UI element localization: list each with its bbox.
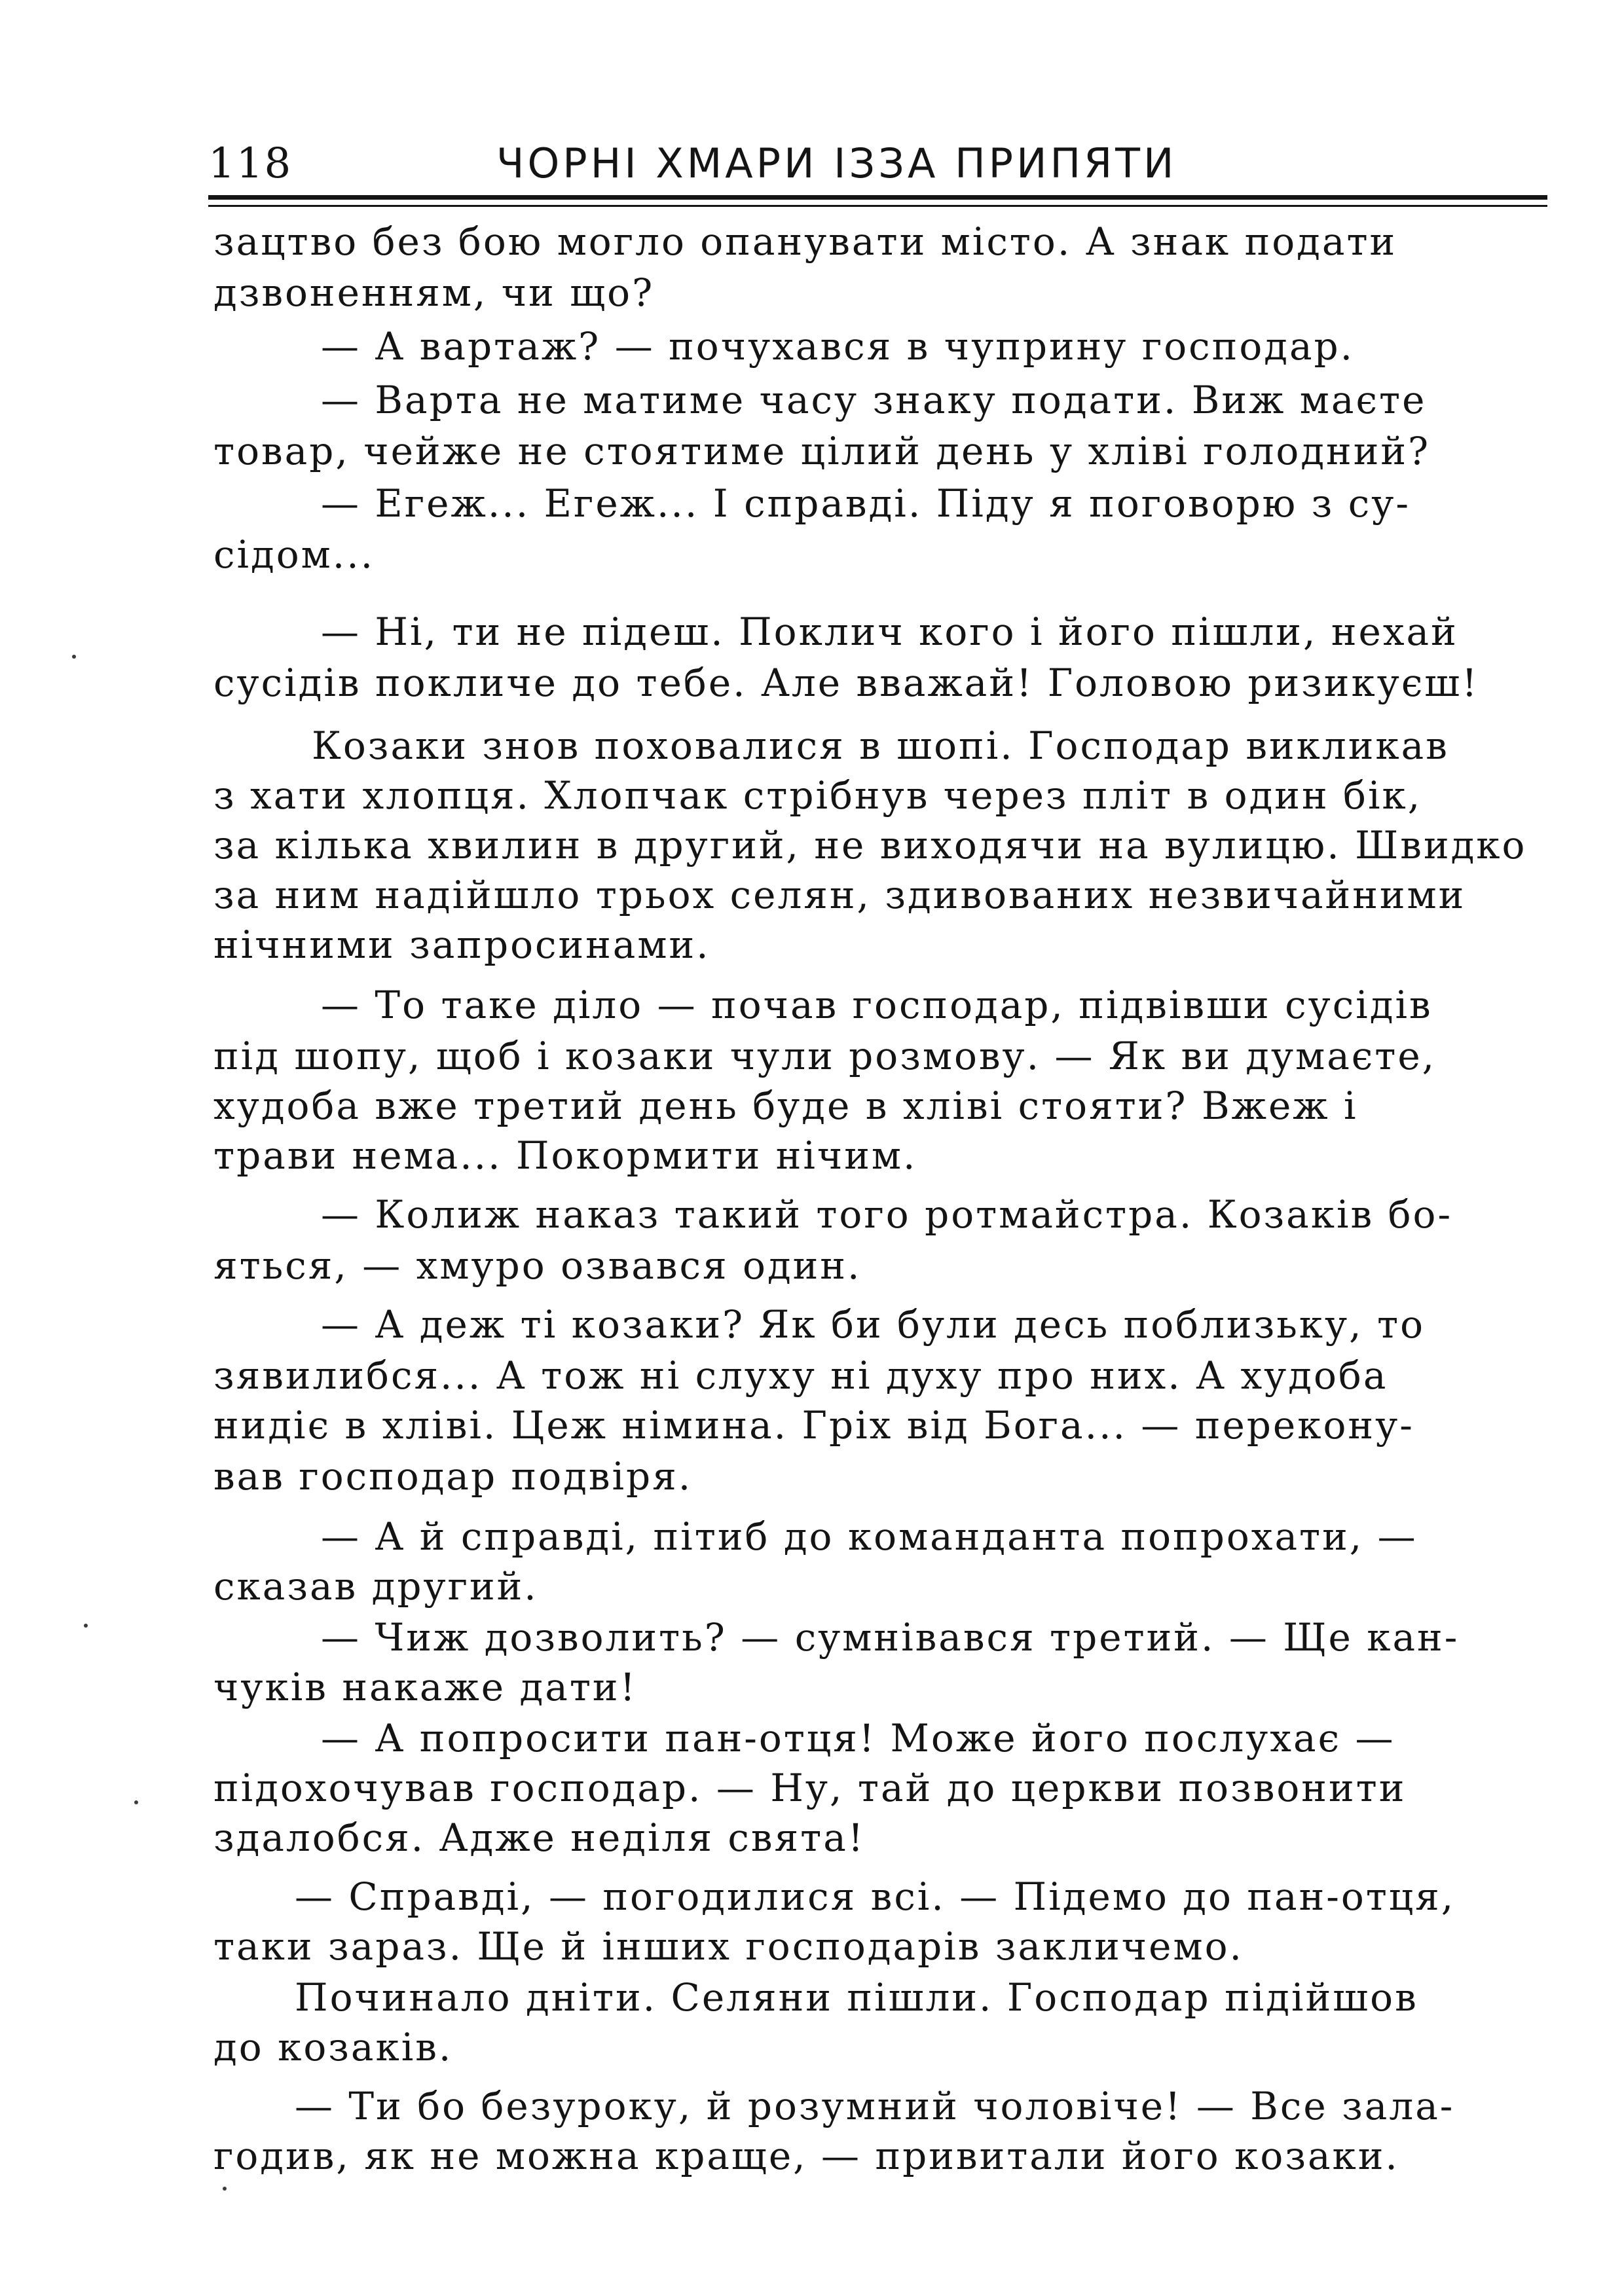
text-line: товар, чейже не стоятиме цілий день у хліві голодний? — [213, 429, 1431, 473]
speck — [72, 655, 76, 659]
text-line: — А вартаж? — почухався в чуприну господар. — [321, 324, 1355, 369]
text-line: сідом... — [213, 532, 375, 577]
text-line: — А й справді, пітиб до команданта попрохати, — — [321, 1514, 1418, 1559]
text-line: підохочував господар. — Ну, тай до церкви позвонити — [213, 1766, 1407, 1810]
speck — [84, 1624, 88, 1628]
text-line: сусідів покличе до тебе. Але вважай! Головою ризикуєш! — [213, 661, 1479, 705]
text-line: — Справді, — погодилися всі. — Підемо до пан-отця, — [295, 1874, 1456, 1919]
text-line: Козаки знов поховалися в шопі. Господар викликав — [312, 723, 1449, 768]
text-line: — А попросити пан-отця! Може його послухає — — [321, 1716, 1395, 1760]
text-line: зацтво без бою могло опанувати місто. А знак подати — [213, 219, 1397, 264]
text-line: — То таке діло — почав господар, підвівши сусідів — [321, 983, 1433, 1027]
text-line: — А деж ті козаки? Як би були десь поблизьку, то — [321, 1302, 1426, 1347]
page-number: 118 — [208, 139, 293, 188]
text-line: з хати хлопця. Хлопчак стрібнув через пліт в один бік, — [213, 773, 1422, 818]
text-line: до козаків. — [213, 2025, 453, 2069]
header-rule-thick — [208, 195, 1547, 200]
text-line: — Варта не матиме часу знаку подати. Виж маєте — [321, 378, 1427, 422]
text-line: нидіє в хліві. Цеж німина. Гріх від Бога... — перекону- — [213, 1403, 1414, 1448]
text-line: чуків накаже дати! — [213, 1665, 637, 1709]
text-line: зявилибся... А тож ні слуху ні духу про них. А худоба — [213, 1353, 1388, 1398]
text-line: годив, як не можна краще, — привитали його козаки. — [213, 2134, 1399, 2178]
text-line: здалобся. Адже неділя свята! — [213, 1815, 866, 1860]
header-rule-thin — [208, 205, 1547, 207]
text-line: — Ні, ти не підеш. Поклич кого і його пішли, нехай — [321, 610, 1458, 654]
text-line: за кілька хвилин в другий, не виходячи на вулицю. Швидко — [213, 823, 1527, 867]
text-line: яться, — хмуро озвався один. — [213, 1243, 862, 1288]
text-line: під шопу, щоб і козаки чули розмову. — Як ви думаєте, — [213, 1034, 1437, 1078]
text-line: худоба вже третий день буде в хліві стояти? Вжеж і — [213, 1084, 1358, 1128]
text-line: сказав другий. — [213, 1564, 538, 1609]
text-line: дзвоненням, чи що? — [213, 270, 655, 315]
page-header — [208, 134, 1547, 193]
text-line: за ним надійшло трьох селян, здивованих незвичайними — [213, 873, 1466, 917]
running-title: ЧОРНІ ХМАРИ ІЗЗА ПРИПЯТИ — [496, 139, 1177, 187]
text-line: — Колиж наказ такий того ротмайстра. Козаків бо- — [321, 1192, 1453, 1237]
text-line: вав господар подвіря. — [213, 1454, 693, 1499]
text-line: трави нема... Покормити нічим. — [213, 1133, 917, 1178]
text-line: — Чиж дозволить? — сумнівався третий. — Ще кан- — [321, 1615, 1460, 1660]
text-line: нічними запросинами. — [213, 922, 710, 967]
speck — [134, 1800, 138, 1804]
text-line: — Егеж... Егеж... І справді. Піду я поговорю з су- — [321, 481, 1411, 526]
text-line: Починало дніти. Селяни пішли. Господар підійшов — [295, 1975, 1418, 2020]
speck — [223, 2187, 227, 2191]
text-line: — Ти бо безуроку, й розумний чоловіче! — Все зала- — [295, 2084, 1455, 2128]
text-line: таки зараз. Ще й інших господарів закличемо. — [213, 1924, 1244, 1969]
